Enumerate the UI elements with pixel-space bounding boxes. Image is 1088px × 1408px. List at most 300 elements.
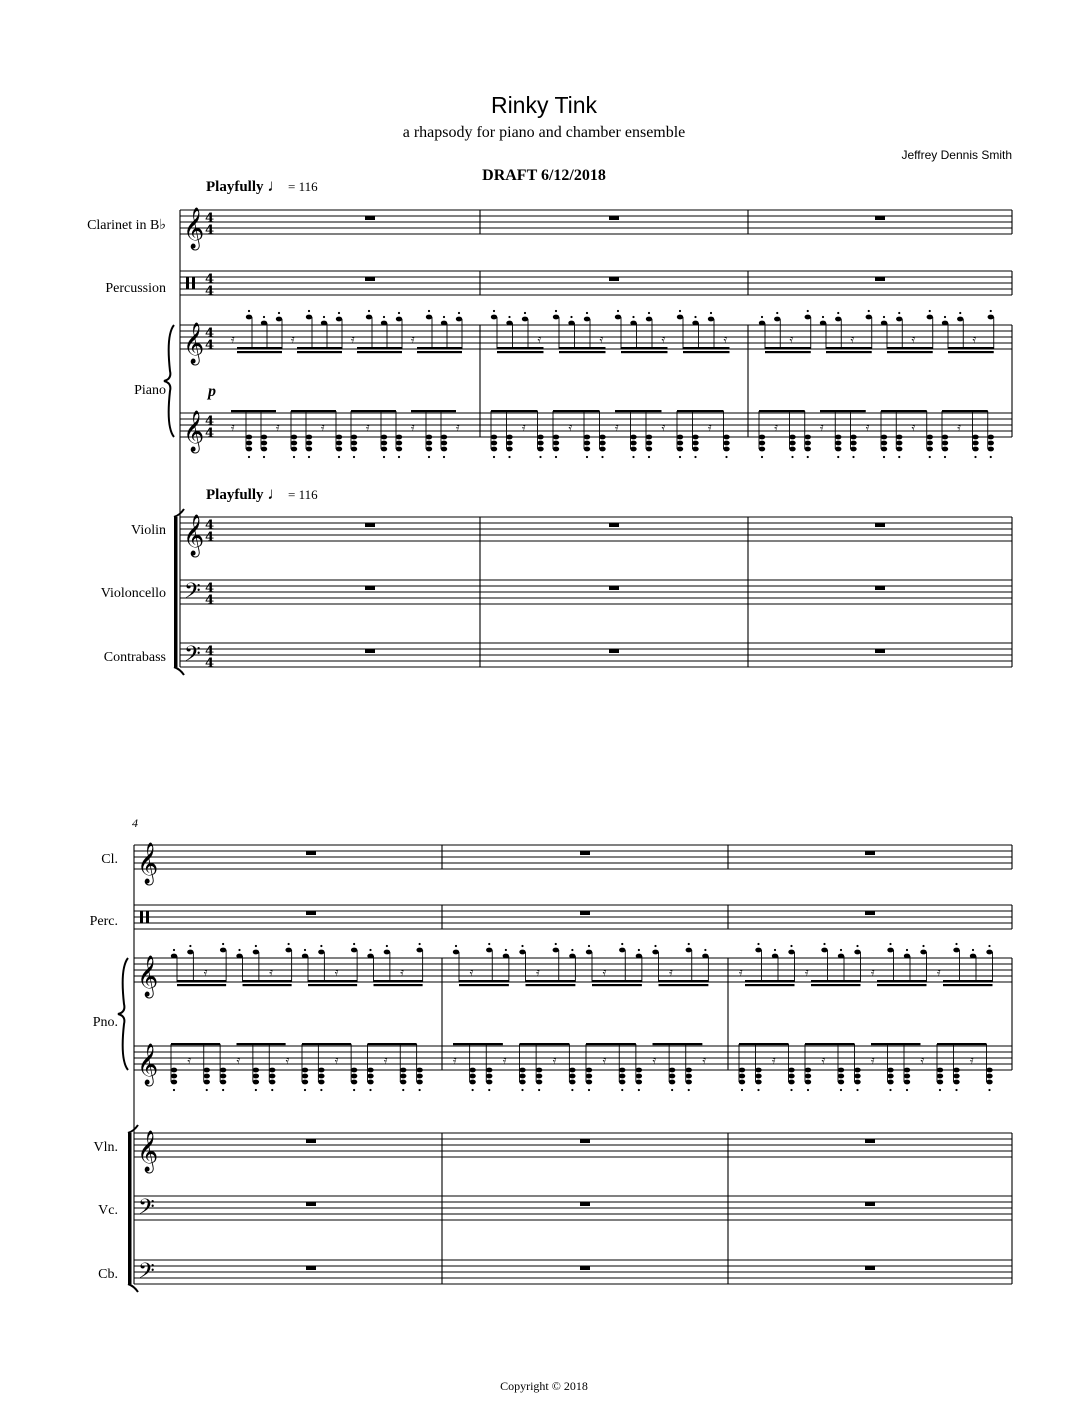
sixteenth-rest-icon: 𝄿 <box>469 965 474 979</box>
staccato-dot <box>972 949 974 951</box>
tempo-value: = 116 <box>288 487 318 502</box>
chord-note-head <box>755 1080 761 1085</box>
note-head <box>988 315 994 320</box>
chord-note-head <box>506 435 512 440</box>
beam <box>177 980 226 982</box>
chord-note-head <box>805 1074 811 1079</box>
chord-note-head <box>838 1080 844 1085</box>
chord-note-head <box>739 1080 745 1085</box>
note-head <box>416 948 422 953</box>
staccato-dot <box>368 310 370 312</box>
chord-note-head <box>291 435 297 440</box>
chord-note-head <box>986 1080 992 1085</box>
staccato-dot <box>898 312 900 314</box>
beam <box>948 351 994 353</box>
sixteenth-rest-icon: 𝄿 <box>937 965 941 979</box>
beam <box>237 351 282 353</box>
chord-note-head <box>630 447 636 452</box>
whole-rest <box>306 911 316 915</box>
chord-note-head <box>692 435 698 440</box>
treble-clef-icon: 𝄞 <box>137 956 159 997</box>
chord-note-head <box>646 441 652 446</box>
chord-note-head <box>396 447 402 452</box>
note-head <box>171 954 177 959</box>
sixteenth-rest-icon: 𝄿 <box>821 1053 826 1067</box>
chord-note-head <box>491 441 497 446</box>
chord-note-head <box>553 441 559 446</box>
note-head <box>522 317 528 322</box>
staccato-dot <box>419 1089 421 1091</box>
beam <box>553 410 600 412</box>
beam <box>297 351 342 353</box>
chord-note-head <box>171 1080 177 1085</box>
beam <box>621 351 668 353</box>
chord-note-head <box>469 1080 475 1085</box>
sixteenth-rest-icon: 𝄿 <box>276 420 280 434</box>
label-bass: Contrabass <box>103 650 166 665</box>
staccato-dot <box>654 945 656 947</box>
chord-note-head <box>306 447 312 452</box>
note-head <box>986 950 992 955</box>
note-head <box>854 950 860 955</box>
beam <box>357 347 402 349</box>
chord-note-head <box>972 447 978 452</box>
note-head <box>318 950 324 955</box>
bracket-hook <box>128 1284 138 1292</box>
note-head <box>677 315 683 320</box>
sixteenth-rest-icon: 𝄿 <box>708 420 712 434</box>
chord-note-head <box>759 441 765 446</box>
chord-note-head <box>586 1068 592 1073</box>
chord-note-head <box>569 1074 575 1079</box>
sixteenth-rest-icon: 𝄿 <box>568 420 573 434</box>
note-head <box>351 948 357 953</box>
staccato-dot <box>539 456 541 458</box>
whole-rest <box>365 649 375 653</box>
chord-note-head <box>904 1080 910 1085</box>
staccato-dot <box>617 310 619 312</box>
beam <box>887 351 933 353</box>
staccato-dot <box>308 310 310 312</box>
chord-note-head <box>306 441 312 446</box>
chord-note-head <box>318 1074 324 1079</box>
chord-note-head <box>723 441 729 446</box>
staccato-dot <box>571 949 573 951</box>
beam <box>243 984 292 986</box>
staccato-dot <box>906 1089 908 1091</box>
staccato-dot <box>988 1089 990 1091</box>
chord-note-head <box>788 1068 794 1073</box>
whole-rest <box>580 1139 590 1143</box>
staccato-dot <box>757 1089 759 1091</box>
staccato-dot <box>679 310 681 312</box>
chord-note-head <box>519 1080 525 1085</box>
note-head <box>619 948 625 953</box>
staccato-dot <box>648 456 650 458</box>
chord-note-head <box>269 1080 275 1085</box>
staccato-dot <box>458 312 460 314</box>
beam <box>417 351 462 353</box>
sixteenth-rest-icon: 𝄿 <box>231 420 235 434</box>
staccato-dot <box>398 456 400 458</box>
chord-note-head <box>537 447 543 452</box>
chord-note-head <box>336 441 342 446</box>
chord-note-head <box>351 447 357 452</box>
note-head <box>957 317 963 322</box>
staccato-dot <box>570 316 572 318</box>
chord-note-head <box>351 1068 357 1073</box>
whole-rest <box>306 1202 316 1206</box>
beam <box>291 410 336 412</box>
beam <box>615 410 662 412</box>
chord-note-head <box>937 1074 943 1079</box>
beam <box>659 980 709 982</box>
time-signature-top: 4 <box>205 272 215 287</box>
beam <box>243 980 292 982</box>
staccato-dot <box>428 456 430 458</box>
chord-note-head <box>318 1080 324 1085</box>
label-piano: Piano <box>134 383 166 398</box>
staccato-dot <box>293 456 295 458</box>
beam <box>520 1043 570 1045</box>
beam <box>374 984 423 986</box>
note-head <box>584 317 590 322</box>
beam <box>237 347 282 349</box>
note-head <box>569 954 575 959</box>
staccato-dot <box>555 456 557 458</box>
note-head <box>788 950 794 955</box>
chord-note-head <box>789 435 795 440</box>
sixteenth-rest-icon: 𝄿 <box>411 332 415 346</box>
chord-note-head <box>246 435 252 440</box>
bass-clef-icon: 𝄢 <box>138 1259 155 1289</box>
note-head <box>881 321 887 326</box>
staccato-dot <box>238 949 240 951</box>
chord-note-head <box>630 441 636 446</box>
bass-clef-icon: 𝄢 <box>138 1195 155 1225</box>
beam <box>942 410 988 412</box>
copyright-notice: Copyright © 2018 <box>500 1379 588 1393</box>
staccato-dot <box>521 1089 523 1091</box>
whole-rest <box>306 1266 316 1270</box>
sixteenth-rest-icon: 𝄿 <box>411 420 415 434</box>
violin-staff <box>134 1133 1012 1157</box>
staccato-dot <box>508 456 510 458</box>
sixteenth-rest-icon: 𝄿 <box>723 332 728 346</box>
chord-note-head <box>887 1074 893 1079</box>
chord-note-head <box>220 1068 226 1073</box>
chord-note-head <box>536 1080 542 1085</box>
beam <box>826 347 872 349</box>
beam <box>297 347 342 349</box>
sixteenth-rest-icon: 𝄿 <box>537 332 542 346</box>
chord-note-head <box>739 1074 745 1079</box>
note-head <box>774 317 780 322</box>
beam <box>877 980 927 982</box>
sixteenth-rest-icon: 𝄿 <box>602 1053 607 1067</box>
note-head <box>652 950 658 955</box>
whole-rest <box>609 216 619 220</box>
chord-note-head <box>441 435 447 440</box>
chord-note-head <box>988 441 994 446</box>
beam <box>826 351 872 353</box>
staccato-dot <box>632 316 634 318</box>
chord-note-head <box>351 441 357 446</box>
staccato-dot <box>222 943 224 945</box>
percussion-staff <box>134 905 1012 929</box>
chord-note-head <box>677 435 683 440</box>
chord-note-head <box>805 441 811 446</box>
label-cello-short: Vc. <box>98 1203 118 1218</box>
chord-note-head <box>669 1074 675 1079</box>
staccato-dot <box>402 1089 404 1091</box>
chord-note-head <box>586 1080 592 1085</box>
time-signature-bottom: 4 <box>205 338 215 353</box>
sixteenth-rest-icon: 𝄿 <box>911 332 916 346</box>
beam <box>559 347 606 349</box>
staccato-dot <box>271 1089 273 1091</box>
beam <box>417 347 462 349</box>
note-head <box>187 950 193 955</box>
time-signature-top: 4 <box>205 518 215 533</box>
chord-note-head <box>953 1080 959 1085</box>
chord-note-head <box>426 435 432 440</box>
tempo-value: = 116 <box>288 179 318 194</box>
staccato-dot <box>488 943 490 945</box>
beam <box>308 984 357 986</box>
label-piano-short: Pno. <box>92 1015 118 1030</box>
chord-note-head <box>204 1068 210 1073</box>
staccato-dot <box>837 312 839 314</box>
chord-note-head <box>486 1080 492 1085</box>
staccato-dot <box>505 949 507 951</box>
sixteenth-rest-icon: 𝄿 <box>285 1053 290 1067</box>
sixteenth-rest-icon: 𝄿 <box>850 332 855 346</box>
staccato-dot <box>868 310 870 312</box>
staccato-dot <box>288 943 290 945</box>
chord-note-head <box>881 441 887 446</box>
note-head <box>646 317 652 322</box>
sixteenth-rest-icon: 𝄿 <box>351 332 355 346</box>
note-head <box>261 321 267 326</box>
staccato-dot <box>338 456 340 458</box>
chord-note-head <box>686 1074 692 1079</box>
beam <box>683 347 730 349</box>
chord-note-head <box>302 1068 308 1073</box>
chord-note-head <box>416 1074 422 1079</box>
staccato-dot <box>621 1089 623 1091</box>
whole-rest <box>875 586 885 590</box>
beam <box>411 410 456 412</box>
staccato-dot <box>807 1089 809 1091</box>
note-head <box>456 317 462 322</box>
chord-note-head <box>835 441 841 446</box>
staccato-dot <box>840 949 842 951</box>
piano-brace <box>118 958 128 1070</box>
staccato-dot <box>383 316 385 318</box>
string-bracket <box>128 1133 132 1284</box>
time-signature-top: 4 <box>205 414 215 429</box>
beam <box>759 410 805 412</box>
staccato-dot <box>263 316 265 318</box>
measure-number: 4 <box>132 816 138 830</box>
chord-note-head <box>896 435 902 440</box>
staccato-dot <box>840 1089 842 1091</box>
sixteenth-rest-icon: 𝄿 <box>536 965 540 979</box>
violin-staff <box>180 517 1012 541</box>
chord-note-head <box>491 447 497 452</box>
treble-clef-icon: 𝄞 <box>137 843 159 884</box>
chord-note-head <box>904 1074 910 1079</box>
sixteenth-rest-icon: 𝄿 <box>334 965 339 979</box>
note-head <box>692 321 698 326</box>
staccato-dot <box>263 456 265 458</box>
sixteenth-rest-icon: 𝄿 <box>615 420 619 434</box>
beam <box>871 1043 921 1045</box>
chord-note-head <box>318 1068 324 1073</box>
chord-note-head <box>246 441 252 446</box>
staccato-dot <box>757 943 759 945</box>
time-signature-top: 4 <box>205 581 215 596</box>
time-signature-bottom: 4 <box>205 593 215 608</box>
note-head <box>366 315 372 320</box>
chord-note-head <box>351 435 357 440</box>
whole-rest <box>609 649 619 653</box>
percussion-clef-icon <box>146 911 149 923</box>
staccato-dot <box>974 456 976 458</box>
tempo-word: Playfully <box>206 179 264 195</box>
staccato-dot <box>856 945 858 947</box>
time-signature-top: 4 <box>205 211 215 226</box>
note-head <box>920 950 926 955</box>
staccato-dot <box>822 316 824 318</box>
staccato-dot <box>419 943 421 945</box>
whole-rest <box>580 851 590 855</box>
chord-note-head <box>584 441 590 446</box>
sixteenth-rest-icon: 𝄿 <box>702 1053 707 1067</box>
staccato-dot <box>428 310 430 312</box>
chord-note-head <box>723 435 729 440</box>
staccato-dot <box>472 1089 474 1091</box>
staccato-dot <box>455 945 457 947</box>
beam <box>887 347 933 349</box>
sixteenth-rest-icon: 𝄿 <box>820 420 824 434</box>
note-head <box>772 954 778 959</box>
staccato-dot <box>889 943 891 945</box>
string-bracket <box>174 517 178 667</box>
staccato-dot <box>508 316 510 318</box>
staccato-dot <box>807 456 809 458</box>
note-head <box>553 948 559 953</box>
piano-rh-staff <box>134 958 1012 982</box>
note-head <box>453 950 459 955</box>
sixteenth-rest-icon: 𝄿 <box>291 332 295 346</box>
note-head <box>426 315 432 320</box>
chord-note-head <box>927 441 933 446</box>
composer-name: Jeffrey Dennis Smith <box>901 148 1012 162</box>
chord-note-head <box>599 447 605 452</box>
chord-note-head <box>677 447 683 452</box>
whole-rest <box>865 851 875 855</box>
chord-note-head <box>400 1080 406 1085</box>
staccato-dot <box>493 456 495 458</box>
sixteenth-rest-icon: 𝄿 <box>203 965 208 979</box>
note-head <box>491 315 497 320</box>
chord-note-head <box>336 435 342 440</box>
whole-rest <box>865 1139 875 1143</box>
staccato-dot <box>648 312 650 314</box>
staccato-dot <box>323 316 325 318</box>
whole-rest <box>580 911 590 915</box>
whole-rest <box>875 277 885 281</box>
chord-note-head <box>739 1068 745 1073</box>
sixteenth-rest-icon: 𝄿 <box>957 420 961 434</box>
staccato-dot <box>929 456 931 458</box>
chord-note-head <box>381 435 387 440</box>
chord-note-head <box>835 447 841 452</box>
staccato-dot <box>638 949 640 951</box>
chord-note-head <box>381 441 387 446</box>
chord-note-head <box>986 1074 992 1079</box>
sixteenth-rest-icon: 𝄿 <box>231 332 235 346</box>
note-head <box>302 954 308 959</box>
note-head <box>904 954 910 959</box>
sixteenth-rest-icon: 𝄿 <box>321 420 325 434</box>
chord-note-head <box>854 1080 860 1085</box>
beam <box>937 1043 987 1045</box>
chord-note-head <box>854 1068 860 1073</box>
note-head <box>953 948 959 953</box>
beam <box>368 1043 417 1045</box>
chord-note-head <box>416 1068 422 1073</box>
staccato-dot <box>521 945 523 947</box>
bass-staff <box>134 1260 1012 1284</box>
treble-clef-icon: 𝄞 <box>183 411 205 452</box>
beam <box>811 980 861 982</box>
beam <box>491 410 538 412</box>
staccato-dot <box>988 945 990 947</box>
staccato-dot <box>555 310 557 312</box>
whole-rest <box>865 911 875 915</box>
treble-clef-icon: 𝄞 <box>183 323 205 364</box>
sixteenth-rest-icon: 𝄿 <box>602 965 607 979</box>
chord-note-head <box>367 1074 373 1079</box>
beam <box>308 980 357 982</box>
sixteenth-rest-icon: 𝄿 <box>236 1053 241 1067</box>
staccato-dot <box>304 1089 306 1091</box>
chord-note-head <box>381 447 387 452</box>
staccato-dot <box>278 312 280 314</box>
chord-note-head <box>599 441 605 446</box>
chord-note-head <box>805 1080 811 1085</box>
chord-note-head <box>269 1074 275 1079</box>
sixteenth-rest-icon: 𝄿 <box>772 1053 776 1067</box>
chord-note-head <box>805 1068 811 1073</box>
note-head <box>970 954 976 959</box>
staccato-dot <box>308 456 310 458</box>
staccato-dot <box>255 945 257 947</box>
staccato-dot <box>586 312 588 314</box>
sixteenth-rest-icon: 𝄿 <box>920 1053 925 1067</box>
staccato-dot <box>883 456 885 458</box>
note-head <box>568 321 574 326</box>
chord-note-head <box>336 447 342 452</box>
note-head <box>896 317 902 322</box>
whole-rest <box>865 1266 875 1270</box>
note-head <box>636 954 642 959</box>
sixteenth-rest-icon: 𝄿 <box>522 420 526 434</box>
bass-clef-icon: 𝄢 <box>184 579 201 609</box>
